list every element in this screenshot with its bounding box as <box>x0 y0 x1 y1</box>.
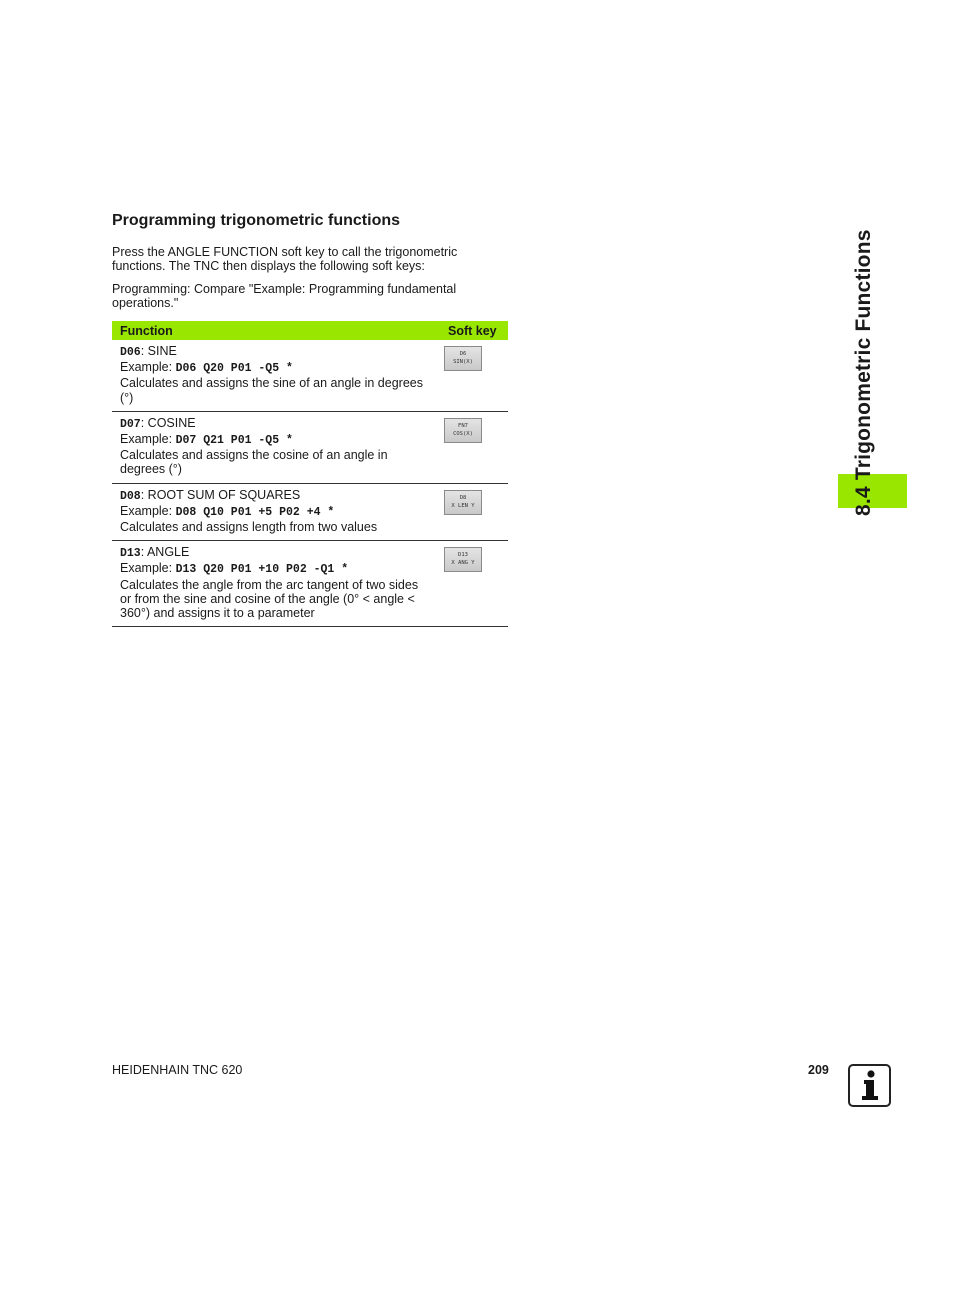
function-description: Calculates and assigns the sine of an angle in degrees (°) <box>120 376 423 405</box>
softkey-cell <box>440 340 508 411</box>
table-row <box>112 541 508 627</box>
example-label: Example: <box>120 432 176 447</box>
side-chapter-title: 8.4 Trigonometric Functions <box>852 229 875 516</box>
function-description: Calculates and assigns the cosine of an angle in degrees (°) <box>120 448 388 477</box>
header-softkey: Soft key <box>440 321 508 340</box>
function-code: D07 <box>120 417 141 431</box>
page-number: 209 <box>808 1063 829 1077</box>
softkey-cos-button[interactable] <box>444 418 482 443</box>
softkey-line2: X ANG Y <box>451 560 475 567</box>
softkey-cell <box>440 483 508 541</box>
softkey-line1: FN7 <box>458 422 468 429</box>
softkey-line2: SIN(X) <box>453 359 473 365</box>
info-glyph <box>850 1066 889 1105</box>
function-table <box>112 321 508 627</box>
function-name: : ROOT SUM OF SQUARES <box>140 487 301 502</box>
example-label: Example: <box>120 360 176 375</box>
example-label: Example: <box>120 503 176 518</box>
example-code: D13 Q20 P01 +10 P02 -Q1 * <box>175 563 349 577</box>
softkey-line2: X LEN Y <box>451 502 475 509</box>
softkey-cell <box>440 541 508 627</box>
table-row <box>112 411 508 483</box>
softkey-line1: D8 <box>459 494 467 501</box>
info-icon <box>848 1064 891 1107</box>
table-header-row <box>112 321 508 340</box>
section-heading: Programming trigonometric functions <box>112 212 401 229</box>
example-code: D08 Q10 P01 +5 P02 +4 * <box>175 505 335 519</box>
table-row <box>112 340 508 411</box>
table-row <box>112 483 508 541</box>
softkey-sin-button[interactable] <box>444 346 482 371</box>
softkey-line1: D13 <box>458 552 468 559</box>
example-code: D06 Q20 P01 -Q5 * <box>175 362 293 376</box>
function-name: : ANGLE <box>140 545 190 560</box>
footer-product: HEIDENHAIN TNC 620 <box>112 1063 243 1077</box>
softkey-len-button[interactable] <box>444 490 482 515</box>
softkey-cell <box>440 411 508 483</box>
function-cell <box>112 340 440 411</box>
function-code: D08 <box>120 489 141 503</box>
function-description: Calculates and assigns length from two values <box>120 520 378 535</box>
example-code: D07 Q21 P01 -Q5 * <box>175 434 293 448</box>
softkey-ang-button[interactable] <box>444 547 482 572</box>
example-label: Example: <box>120 561 176 576</box>
function-code: D13 <box>120 547 141 561</box>
softkey-line1: D6 <box>459 351 467 357</box>
function-cell <box>112 411 440 483</box>
intro-paragraph: Press the ANGLE FUNCTION soft key to call the trigonometric functions. The TNC then displays the following soft keys: <box>112 245 458 273</box>
function-code: D06 <box>120 346 141 359</box>
softkey-line2: COS(X) <box>453 430 473 437</box>
function-description: Calculates the angle from the arc tangent of two sides or from the sine and cosine of the angle (0° < angle < 360°) and assigns it to a parameter <box>120 577 419 621</box>
function-cell <box>112 541 440 627</box>
header-function: Function <box>112 321 440 340</box>
function-cell <box>112 483 440 541</box>
reference-paragraph: Programming: Compare "Example: Programming fundamental operations." <box>112 282 457 310</box>
function-name: : SINE <box>140 344 177 358</box>
function-name: : COSINE <box>140 415 196 430</box>
